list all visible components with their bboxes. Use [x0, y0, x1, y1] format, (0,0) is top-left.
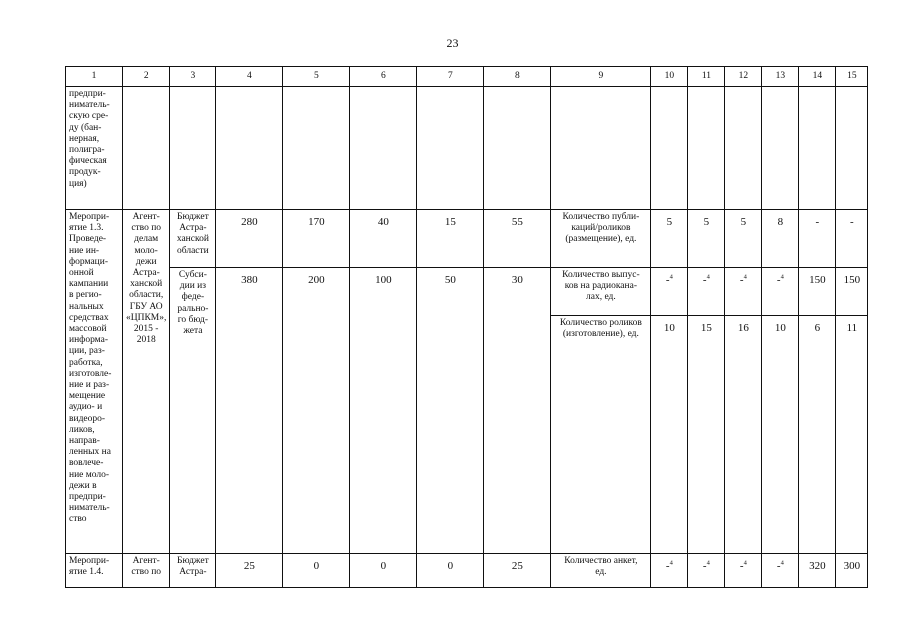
indicator-value: 150 — [836, 268, 868, 316]
value-cell: 15 — [417, 210, 484, 268]
indicator-value: -$^4$ — [651, 554, 688, 588]
value-cell: 100 — [350, 268, 417, 554]
col-header: 11 — [688, 67, 725, 87]
indicator-name: Количество выпус- ков на радиокана- лах, ед. — [551, 268, 651, 316]
indicator-value: -$^4$ — [688, 554, 725, 588]
empty-cell — [551, 87, 651, 210]
col-header: 8 — [484, 67, 551, 87]
value-cell: 30 — [484, 268, 551, 554]
indicator-value: 6 — [799, 316, 836, 554]
footnote-marker: 4 — [669, 559, 673, 567]
document-table-wrapper — [65, 66, 868, 588]
event-1-4-executor: Агент- ство по — [123, 554, 170, 588]
empty-cell — [350, 87, 417, 210]
indicator-value: 5 — [651, 210, 688, 268]
indicator-value: - — [836, 210, 868, 268]
footnote-marker: 4 — [669, 273, 673, 281]
footnote-marker: 4 — [780, 273, 784, 281]
empty-cell — [123, 87, 170, 210]
event-1-4-row — [66, 554, 868, 588]
col-header: 12 — [725, 67, 762, 87]
value-cell: 0 — [417, 554, 484, 588]
col-header: 6 — [350, 67, 417, 87]
indicator-value: 320 — [799, 554, 836, 588]
indicator-value: -$^4$ — [762, 268, 799, 316]
empty-cell — [651, 87, 688, 210]
event-1-3-description: Меропри- ятие 1.3. Проведе- ние ин- формаци- онной кампании в регио- нальных средствах массовой информа- ции, раз- работка, изготовле- ние и раз- мещение аудио- и видеоро- ликов, направ- ленных на вовлече- ние моло- дежи в предпри- ниматель- ство — [66, 210, 123, 554]
event-1-3-row-b — [66, 268, 868, 316]
indicator-value: -$^4$ — [688, 268, 725, 316]
col-header: 9 — [551, 67, 651, 87]
value-cell: 380 — [216, 268, 283, 554]
indicator-value: 15 — [688, 316, 725, 554]
indicator-value: 16 — [725, 316, 762, 554]
continuation-row — [66, 87, 868, 210]
page-number: 23 — [446, 36, 459, 50]
indicator-value: 10 — [651, 316, 688, 554]
value-cell: 55 — [484, 210, 551, 268]
indicator-value: -$^4$ — [651, 268, 688, 316]
funding-source-regional: Бюджет Астра- ханской области — [170, 210, 216, 268]
empty-cell — [170, 87, 216, 210]
indicator-value: -$^4$ — [725, 268, 762, 316]
col-header: 1 — [66, 67, 123, 87]
header-row — [66, 67, 868, 87]
empty-cell — [216, 87, 283, 210]
indicator-value: 5 — [725, 210, 762, 268]
empty-cell — [283, 87, 350, 210]
value-cell: 170 — [283, 210, 350, 268]
col-header: 13 — [762, 67, 799, 87]
col-header: 2 — [123, 67, 170, 87]
funding-source-regional: Бюджет Астра- — [170, 554, 216, 588]
indicator-value: 11 — [836, 316, 868, 554]
event-1-3-executor: Агент- ство по делам моло- дежи Астра- ханской области, ГБУ АО «ЦПКМ», 2015 - 2018 — [123, 210, 170, 554]
value-cell: 0 — [283, 554, 350, 588]
footnote-marker: 4 — [743, 559, 747, 567]
indicator-value: - — [799, 210, 836, 268]
col-header: 7 — [417, 67, 484, 87]
value-cell: 280 — [216, 210, 283, 268]
value-cell: 200 — [283, 268, 350, 554]
indicator-value: 150 — [799, 268, 836, 316]
col-header: 3 — [170, 67, 216, 87]
value-cell: 40 — [350, 210, 417, 268]
footnote-marker: 4 — [706, 559, 710, 567]
event-1-3-row-a — [66, 210, 868, 268]
event-1-4-description: Меропри- ятие 1.4. — [66, 554, 123, 588]
document-table — [65, 66, 868, 588]
indicator-name: Количество роликов (изготовление), ед. — [551, 316, 651, 554]
col-header: 15 — [836, 67, 868, 87]
empty-cell — [688, 87, 725, 210]
value-cell: 25 — [216, 554, 283, 588]
funding-source-federal: Субси- дии из феде- рально- го бюд- жета — [170, 268, 216, 554]
indicator-name: Количество публи- каций/роликов (размещение), ед. — [551, 210, 651, 268]
col-header: 4 — [216, 67, 283, 87]
event-description: предпри- ниматель- скую сре- ду (бан- нерная, полигра- фическая продук- ция) — [66, 87, 123, 210]
footnote-marker: 4 — [706, 273, 710, 281]
indicator-value: -$^4$ — [725, 554, 762, 588]
empty-cell — [762, 87, 799, 210]
empty-cell — [484, 87, 551, 210]
empty-cell — [725, 87, 762, 210]
footnote-marker: 4 — [780, 559, 784, 567]
col-header: 10 — [651, 67, 688, 87]
value-cell: 0 — [350, 554, 417, 588]
indicator-value: 300 — [836, 554, 868, 588]
indicator-value: 10 — [762, 316, 799, 554]
indicator-value: -$^4$ — [762, 554, 799, 588]
value-cell: 50 — [417, 268, 484, 554]
empty-cell — [417, 87, 484, 210]
col-header: 14 — [799, 67, 836, 87]
indicator-value: 8 — [762, 210, 799, 268]
indicator-value: 5 — [688, 210, 725, 268]
empty-cell — [836, 87, 868, 210]
col-header: 5 — [283, 67, 350, 87]
indicator-name: Количество анкет, ед. — [551, 554, 651, 588]
empty-cell — [799, 87, 836, 210]
footnote-marker: 4 — [743, 273, 747, 281]
value-cell: 25 — [484, 554, 551, 588]
